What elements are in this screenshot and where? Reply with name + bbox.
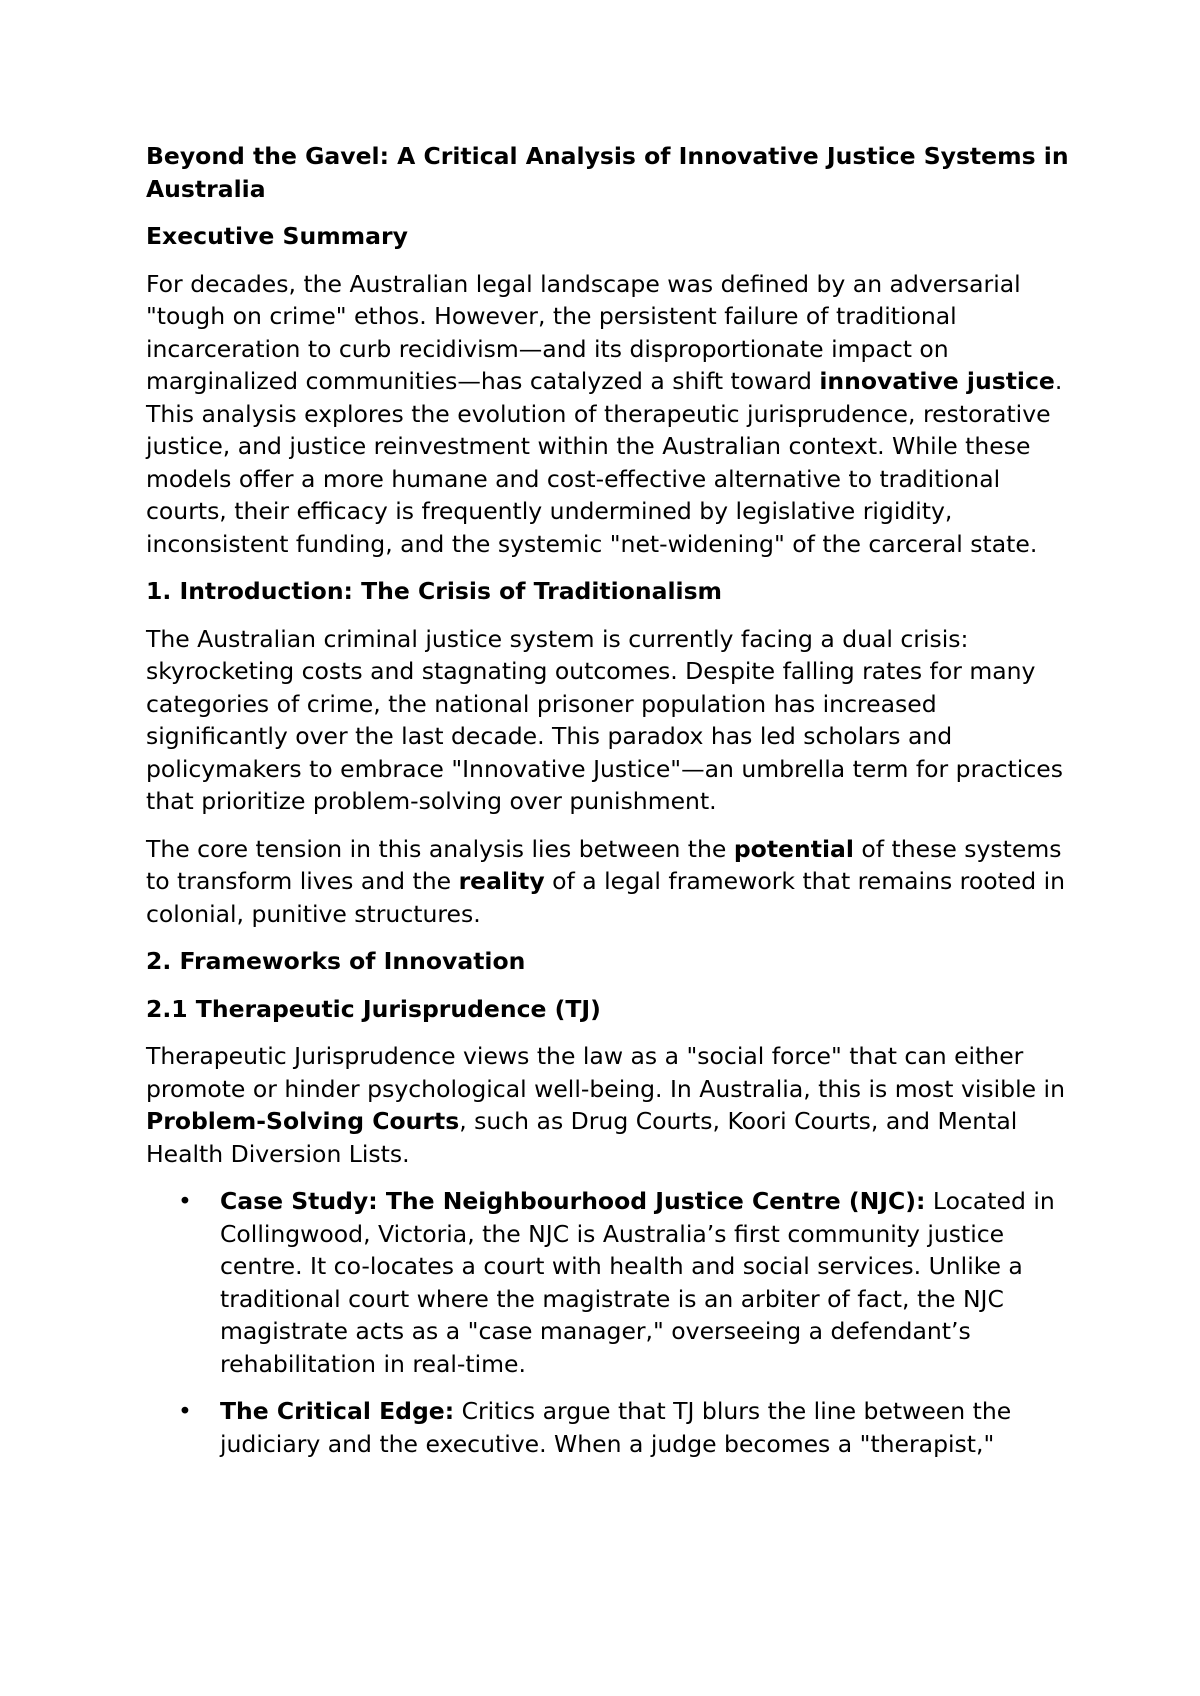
introduction-paragraph-1: The Australian criminal justice system is currently facing a dual crisis: skyrocketing costs and stagnating outcomes. Despite falling rates for many categories of crime, the national prisoner population has increased significantly over the last decade. This paradox has led scholars and policymakers to embrace "Innovative Justice"—an umbrella term for practices that prioritize problem-solving over punishment. <box>146 624 1063 815</box>
executive-summary-heading: Executive Summary <box>146 222 408 250</box>
list-item-lead: Case Study: The Neighbourhood Justice Centre (NJC): <box>220 1187 926 1215</box>
bold-term-potential: potential <box>733 834 854 863</box>
introduction-paragraph-2 <box>146 833 1076 931</box>
text-run: For decades, the Australian legal landscape was defined by an adversarial "tough on crime" ethos. However, the persistent failure of traditional incarceration to curb recidivism—and its disproportionate impact on marginalized communities—has catalyzed a shift toward <box>146 269 1021 395</box>
list-item-text: Located in Collingwood, Victoria, the NJC is Australia’s first community justice centre. It co-locates a court with health and social services. Unlike a traditional court where the magistrate is an arbiter of fact, the NJC magistrate acts as a "case manager," overseeing a defendant’s rehabilitation in real-time. <box>220 1187 1055 1378</box>
bold-term-reality: reality <box>458 867 545 895</box>
text-run: , such as Drug Courts, Koori Courts, and Mental Health Diversion Lists. <box>146 1107 1018 1168</box>
therapeutic-jurisprudence-paragraph <box>146 1040 1076 1170</box>
bold-term-innovative-justice: innovative justice <box>819 367 1055 395</box>
frameworks-heading: 2. Frameworks of Innovation <box>146 947 526 975</box>
bullet-icon: • <box>178 1187 192 1215</box>
list-item <box>146 1185 1076 1380</box>
bullet-icon: • <box>178 1397 192 1425</box>
therapeutic-jurisprudence-heading: 2.1 Therapeutic Jurisprudence (TJ) <box>146 994 601 1023</box>
text-run: The core tension in this analysis lies between the <box>146 834 734 863</box>
list-item-text: Critics argue that TJ blurs the line between the judiciary and the executive. When a judge becomes a "therapist," <box>220 1397 1012 1458</box>
text-run: . This analysis explores the evolution of therapeutic jurisprudence, restorative justice, and justice reinvestment within the Australian context. While these models offer a more humane and cost-effective alternative to traditional courts, their efficacy is frequently undermined by legislative rigidity, inconsistent funding, and the systemic "net-widening" of the carceral state. <box>146 367 1063 558</box>
list-item-lead: The Critical Edge: <box>220 1397 455 1425</box>
document-page <box>146 140 1076 1475</box>
document-title: Beyond the Gavel: A Critical Analysis of Innovative Justice Systems in Australia <box>146 142 1069 203</box>
text-run: of a legal framework that remains rooted in colonial, punitive structures. <box>146 867 1066 928</box>
list-item <box>146 1395 1076 1460</box>
introduction-heading: 1. Introduction: The Crisis of Traditionalism <box>146 577 723 605</box>
bullet-list <box>146 1185 1076 1460</box>
bold-term-problem-solving-courts: Problem-Solving Courts <box>146 1107 460 1135</box>
text-run: of these systems to transform lives and the <box>146 834 1062 895</box>
executive-summary-paragraph <box>146 268 1076 561</box>
text-run: Therapeutic Jurisprudence views the law as a "social force" that can either promote or hinder psychological well-being. In Australia, this is most visible in <box>146 1042 1065 1103</box>
